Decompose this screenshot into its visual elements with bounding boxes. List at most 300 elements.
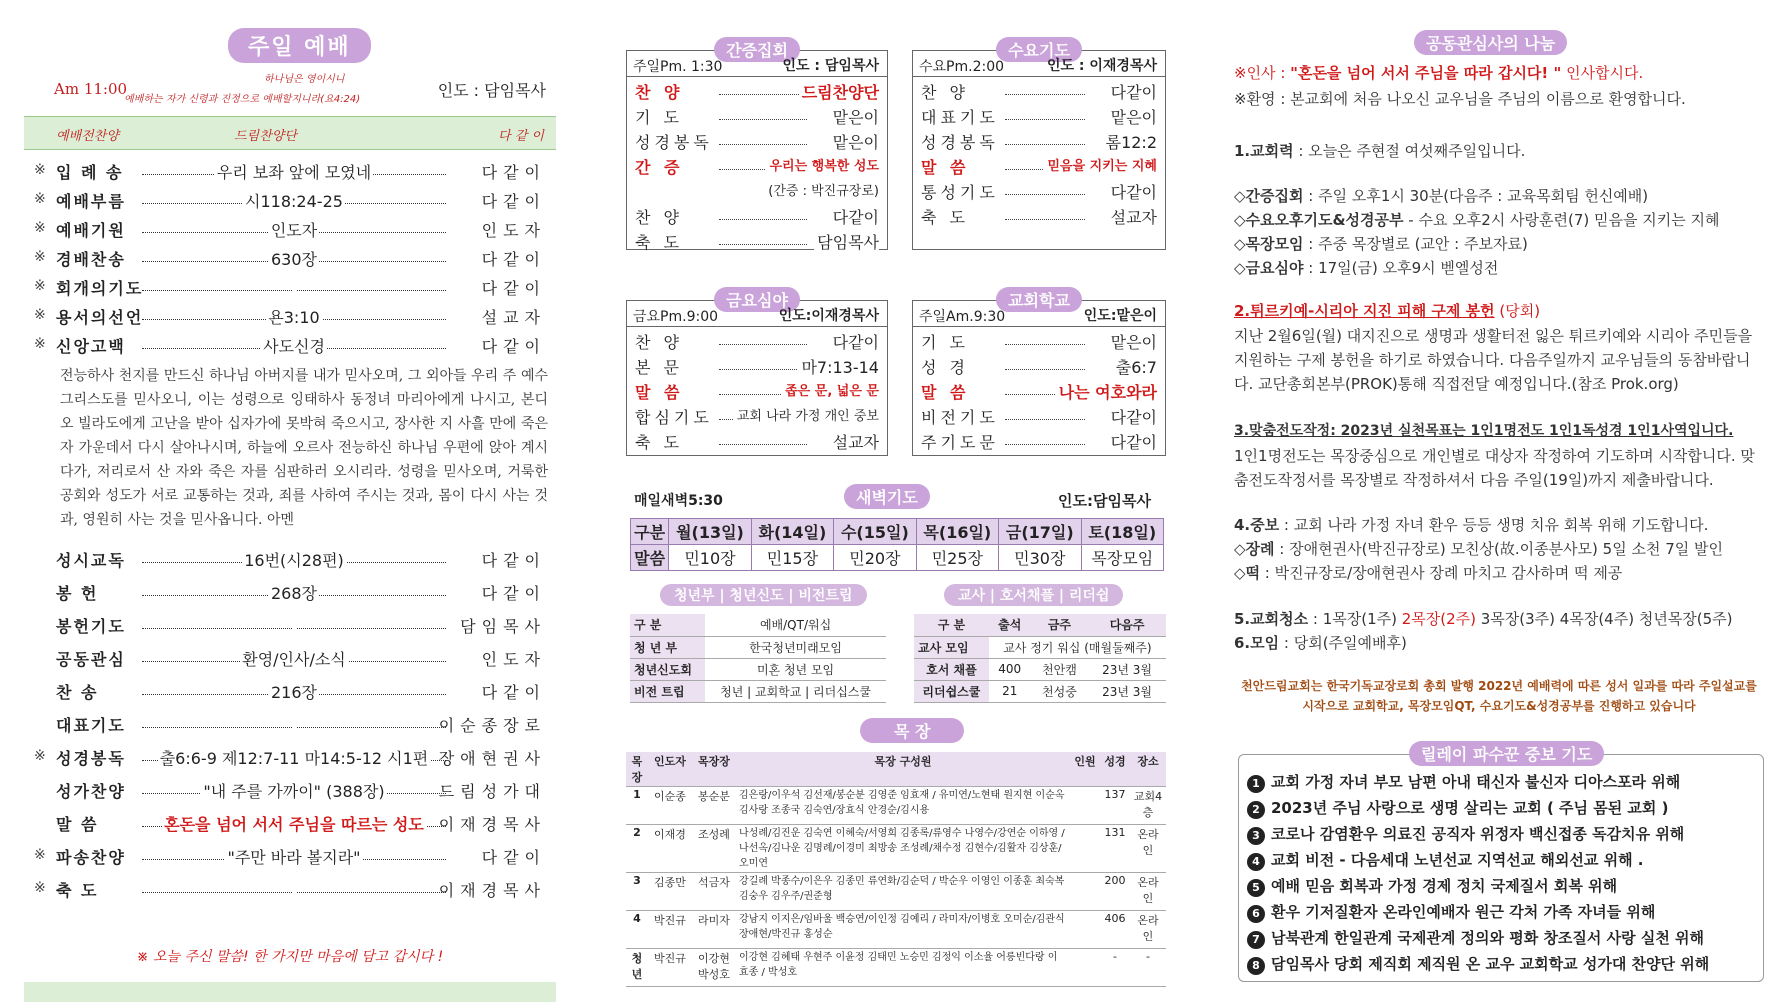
teacher-table	[914, 614, 1166, 703]
relay-item	[1247, 927, 1704, 949]
box-row-value: 다같이	[1108, 80, 1157, 103]
order-star: ※	[34, 847, 46, 863]
box-row	[913, 402, 1165, 427]
announcements-title: 공동관심사의 나눔	[1414, 30, 1567, 55]
mokjang-cell	[1070, 825, 1100, 873]
schedule-text: - 수요 오후2시 사랑훈련(7) 믿음을 지키는 지혜	[1403, 211, 1720, 229]
order-value	[142, 581, 446, 604]
order-item	[24, 187, 556, 216]
box-row-value: 맡은이	[830, 130, 879, 153]
box-row	[913, 377, 1165, 402]
box-row	[627, 377, 887, 402]
order-item	[24, 711, 556, 744]
youth-table	[630, 614, 886, 703]
order-item	[24, 777, 556, 810]
box-row-value: 설교자	[1108, 205, 1157, 228]
order-who: 다같이	[481, 250, 546, 269]
schedule-text: : 17일(금) 오후9시 벧엘성전	[1303, 259, 1499, 277]
box-row-key: 찬 양	[921, 83, 969, 102]
box-row-dots	[719, 369, 807, 370]
schedule-item	[1234, 256, 1764, 280]
box-row-dots	[1005, 419, 1085, 420]
order-name: 공동관심	[56, 650, 126, 669]
geumyo-leader: 인도:이재경목사	[778, 308, 879, 324]
item2-tag: (당회)	[1494, 302, 1541, 320]
mokjang-cell: 강남지 이지은/임바울 백승연/이인정 김예리 / 라미자/이병호 오미순/김관식 장애현/박진규 홍성순	[736, 911, 1070, 949]
order-item	[24, 612, 556, 645]
relay-number-icon: 7	[1247, 931, 1265, 949]
teacher-row	[914, 680, 1166, 702]
teacher-header-cell: 금주	[1031, 614, 1088, 636]
teacher-cell: 21	[989, 680, 1031, 702]
mokjang-row	[626, 949, 1166, 987]
box-row	[627, 102, 887, 127]
mokjang-header-cell: 목장장	[692, 752, 736, 787]
apostles-creed: 전능하사 천지를 만드신 하나님 아버지를 내가 믿사오며, 그 외아들 우리 주 예수 그리스도를 믿사오니, 이는 성령으로 잉태하사 동정녀 마리아에게 나시고, 본디오 빌라도에게 고난을 받아 십자가에 못박혀 죽으시고, 장사한 지 사흘 만에 죽은 자 가운데서 다시 살아나시며, 하늘에 오르사 전능하신 하나님 우편에 앉아 계시다가, 저리로서 산 자와 죽은 자를 심판하러 오시리라. 성령을 믿사오며, 거룩한 공회와 성도가 서로 교통하는 것과, 죄를 사하여 주시는 것과, 몸이 다시 사는 것과, 영원히 사는 것을 믿사옵니다. 아멘	[60, 368, 548, 528]
school-title: 교회학교	[996, 287, 1082, 312]
box-row-key: 본 문	[635, 358, 683, 377]
dawn-cell: 민15장	[751, 545, 833, 571]
box-row-value: 맡은이	[1108, 330, 1157, 353]
box-row-key: 축 도	[635, 433, 683, 452]
teacher-header-cell: 구 분	[914, 614, 989, 636]
box-row	[913, 152, 1165, 177]
box-row-value: 나는 여호와라	[1056, 380, 1157, 403]
relay-title: 릴레이 파수꾼 중보 기도	[1409, 741, 1604, 766]
teacher-cell: 400	[989, 658, 1031, 680]
order-value-text: 우리 보좌 앞에 모였네	[216, 163, 372, 182]
relay-text: 남북관계 한일관계 국제관계 정의와 평화 창조질서 사랑 실천 위해	[1271, 929, 1705, 947]
mokjang-row	[626, 911, 1166, 949]
order-value-text: 혼돈을 넘어 서서 주님을 따르는 성도	[164, 815, 424, 834]
dawn-cell: 말씀	[631, 545, 669, 571]
youth-row	[630, 680, 886, 702]
box-row-key: 말 씀	[921, 158, 970, 177]
mokjang-row	[626, 825, 1166, 873]
suyo-leader: 인도 : 이재경목사	[1046, 58, 1157, 74]
school-leader: 인도:맡은이	[1083, 308, 1157, 324]
order-value	[142, 680, 446, 703]
order-item	[24, 245, 556, 274]
order-name: 성시교독	[56, 551, 126, 570]
order-item	[24, 876, 556, 909]
schedule-item	[1234, 208, 1764, 232]
box-row-dots	[1005, 219, 1085, 220]
box-row-value: 마7:13-14	[798, 355, 879, 378]
box-row-value: 다같이	[1108, 180, 1157, 203]
order-who: 다같이	[481, 337, 546, 356]
order-who: 이재경목사	[438, 881, 546, 900]
mokjang-cell: 이강현 김혜태 우현주 이윤정 김태민 노승민 김정익 이소율 어릉빈다랑 이효종 / 박성호	[736, 949, 1070, 987]
teacher-cell: 23년 3월	[1088, 680, 1166, 702]
order-star: ※	[34, 191, 46, 207]
order-value-text	[292, 713, 296, 732]
order-name: 축 도	[56, 881, 99, 900]
order-item	[24, 303, 556, 332]
youth-key: 청년신도회	[630, 658, 705, 680]
worship-header	[24, 28, 556, 108]
order-value	[142, 276, 446, 295]
item6: 6.모임 : 당회(주일예배후)	[1234, 634, 1407, 652]
box-row	[913, 327, 1165, 352]
relay-number-icon: 2	[1247, 801, 1265, 819]
mokjang-cell: 200	[1100, 873, 1130, 911]
item5-title: 5.교회청소	[1234, 610, 1309, 628]
dawn-header-cell: 수(15일)	[834, 519, 916, 545]
relay-item	[1247, 849, 1643, 871]
order-who: 이재경목사	[438, 815, 546, 834]
order-star: ※	[34, 249, 46, 265]
box-row-dots	[719, 219, 807, 220]
welcome-line: ※환영 : 본교회에 처음 나오신 교우님을 주님의 이름으로 환영합니다.	[1234, 90, 1686, 108]
box-row-key: 축 도	[921, 208, 969, 227]
mokjang-cell: 137	[1100, 787, 1130, 825]
box-row-value: 다같이	[830, 205, 879, 228]
box-row-key: 통성기도	[921, 183, 999, 202]
box-row-key: 대표기도	[921, 108, 999, 127]
box-row-key: 찬 양	[635, 208, 683, 227]
teacher-cell: 리더쉽스쿨	[914, 680, 989, 702]
order-value	[142, 878, 446, 897]
box-row-key: 말 씀	[921, 383, 970, 402]
geumyo-title: 금요심야	[714, 287, 800, 312]
mokjang-table	[626, 752, 1166, 987]
mokjang-cell: 4	[626, 911, 648, 949]
dawn-header-cell: 목(16일)	[916, 519, 998, 545]
teacher-cell: 천안캠	[1031, 658, 1088, 680]
mokjang-cell: 이재경	[648, 825, 692, 873]
notice: 천안드림교회는 한국기독교장로회 총회 발행 2022년 예배력에 따른 성서 일과를 따라 주일설교를 시작으로 교회학교, 목장모임QT, 수요기도&성경공부를 진행하고 있습니다	[1241, 679, 1757, 713]
box-row-dots	[1005, 344, 1085, 345]
teacher-cell: 23년 3월	[1088, 658, 1166, 680]
item1	[1234, 140, 1764, 161]
youth-key: 청 년 부	[630, 636, 705, 658]
mokjang-header-cell: 인원	[1070, 752, 1100, 787]
order-value-text	[292, 878, 296, 897]
box-row-key: 성 경	[921, 358, 969, 377]
dawn-cell: 민25장	[916, 545, 998, 571]
order-item	[24, 843, 556, 876]
box-row-key: 기 도	[635, 108, 683, 127]
youth-row	[630, 658, 886, 680]
order-who: 드림성가대	[438, 782, 546, 801]
order-value-text: 환영/인사/소식	[242, 650, 346, 669]
mokjang-cell: 석금자	[692, 873, 736, 911]
box-row-key: 찬 양	[635, 333, 683, 352]
schedule-item	[1234, 184, 1764, 208]
order-who: 이순종장로	[438, 716, 546, 735]
schedule-item	[1234, 232, 1764, 256]
box-row	[627, 327, 887, 352]
box-row-dots	[719, 119, 807, 120]
box-row-dots	[719, 244, 807, 245]
order-name: 입 례 송	[56, 163, 124, 182]
box-row-dots	[1005, 144, 1085, 145]
dawn-cell: 민20장	[834, 545, 916, 571]
box-row	[627, 127, 887, 152]
order-name: 파송찬양	[56, 848, 126, 867]
box-row-key: 합심기도	[635, 408, 713, 427]
dawn-cell: 민30장	[999, 545, 1081, 571]
worship-footer: ※ 오늘 주신 말씀! 한 가지만 마음에 담고 갑시다 !	[136, 949, 444, 965]
order-star: ※	[34, 880, 46, 896]
order-list-2	[24, 546, 556, 909]
box-row-key: 말 씀	[635, 383, 684, 402]
relay-text: 환우 기저질환자 온라인예배자 원근 각처 가족 자녀들 위해	[1271, 903, 1656, 921]
item6-title: 6.모임	[1234, 634, 1280, 652]
mokjang-cell: 온라인	[1130, 825, 1166, 873]
box-row	[913, 352, 1165, 377]
order-name: 성경봉독	[56, 749, 126, 768]
relay-number-icon: 1	[1247, 775, 1265, 793]
relay-number-icon: 5	[1247, 879, 1265, 897]
schedule-label: ◇수요오후기도&성경공부	[1234, 211, 1404, 229]
order-value	[142, 746, 446, 769]
dawn-title: 새벽기도	[844, 484, 930, 509]
youth-value: 청년 | 교회학교 | 리더십스쿨	[705, 680, 886, 702]
box-row-value: 교회 나라 가정 개인 중보	[734, 405, 879, 424]
mokjang-cell: 3	[626, 873, 648, 911]
box-row-key: 주기도문	[921, 433, 999, 452]
order-who: 인도자	[481, 650, 546, 669]
item4	[1234, 514, 1764, 535]
mokjang-cell: 봉순분	[692, 787, 736, 825]
box-row	[913, 102, 1165, 127]
teacher-cell: 호서 채플	[914, 658, 989, 680]
box-row-key: 축 도	[635, 233, 683, 252]
order-name: 봉헌기도	[56, 617, 126, 636]
dawn-cell: 목장모임	[1081, 545, 1163, 571]
box-row-dots	[719, 144, 807, 145]
worship-time: Am 11:00	[54, 80, 128, 98]
mokjang-cell: 김종만	[648, 873, 692, 911]
relay-number-icon: 3	[1247, 827, 1265, 845]
order-value-text: 216장	[271, 683, 317, 702]
order-item	[24, 274, 556, 303]
order-value-text	[292, 614, 296, 633]
box-row-dots	[1005, 119, 1085, 120]
item1-text: : 오늘은 주현절 여섯째주일입니다.	[1293, 142, 1526, 160]
geumyo-box	[626, 291, 888, 456]
youth-row	[630, 636, 886, 658]
verse-line-2: 예배하는 자가 신령과 진정으로 예배할지니라(요4:24)	[124, 94, 361, 105]
mokjang-header-cell: 장소	[1130, 752, 1166, 787]
order-value-text: 630장	[271, 250, 317, 269]
schedule-list	[1234, 184, 1764, 280]
mokjang-cell: 강길례 박종수/이은우 김종민 류연화/김순덕 / 박순우 이영인 이종훈 최숙복 김숭우 김우주/권준형	[736, 873, 1070, 911]
order-value	[142, 548, 446, 571]
mokjang-title: 목 장	[860, 718, 964, 743]
box-row-key: 간 증	[635, 158, 684, 177]
order-value	[142, 647, 446, 670]
box-row	[627, 352, 887, 377]
item4-title: 4.중보	[1234, 516, 1280, 534]
youth-row	[630, 614, 886, 636]
order-item	[24, 579, 556, 612]
box-row-value: 맡은이	[1108, 105, 1157, 128]
teacher-cell: 천성중	[1031, 680, 1088, 702]
geumyo-time: 금요Pm.9:00	[633, 309, 719, 325]
schedule-text: : 주중 목장별로 (교안 : 주보자료)	[1303, 235, 1528, 253]
mokjang-cell: 청년	[626, 949, 648, 987]
suyo-title: 수요기도	[996, 37, 1082, 62]
relay-text: 예배 믿음 회복과 가정 경제 정치 국제질서 회복 위해	[1271, 877, 1618, 895]
box-row-dots	[1005, 444, 1085, 445]
item2-text: 지난 2월6일(월) 대지진으로 생명과 생활터전 잃은 튀르키예와 시리아 주민들을 지원하는 구제 봉헌을 하기로 하였습니다. 다음주일까지 교우님들의 동참바랍니다. 교단총회본부(PROK)통해 직접전달 예정입니다.(참조 Prok.org)	[1234, 327, 1753, 393]
dawn-leader: 인도:담임목사	[1058, 492, 1151, 510]
item2-title: 2.튀르키예-시리아 지진 피해 구제 봉헌	[1234, 302, 1495, 320]
order-item	[24, 158, 556, 187]
greeting	[1234, 62, 1764, 83]
worship-title: 주일 예배	[228, 28, 371, 63]
dawn-header-cell: 토(18일)	[1081, 519, 1163, 545]
mokjang-cell: 131	[1100, 825, 1130, 873]
schedule-label: ◇금요심야	[1234, 259, 1304, 277]
order-name: 대표기도	[56, 716, 126, 735]
box-row	[913, 127, 1165, 152]
order-value-text	[292, 276, 296, 295]
relay-item	[1247, 953, 1709, 975]
green-bar	[24, 982, 556, 1002]
mokjang-header-cell: 목장	[626, 752, 648, 787]
order-item	[24, 645, 556, 678]
mokjang-cell: 박진규	[648, 911, 692, 949]
greeting-suffix: 인사합시다.	[1561, 64, 1644, 82]
order-who: 담임목사	[460, 617, 546, 636]
order-who: 다같이	[481, 551, 546, 570]
order-value	[142, 189, 446, 212]
box-row	[913, 427, 1165, 452]
order-value	[142, 305, 446, 328]
mokjang-cell: -	[1130, 949, 1166, 987]
box-row-value: 다같이	[1108, 430, 1157, 453]
order-value	[142, 713, 446, 732]
teacher-title: 교사 | 호서채플 | 리더쉽	[944, 584, 1123, 606]
relay-number-icon: 8	[1247, 957, 1265, 975]
box-row-value: 믿음을 지키는 지혜	[1044, 155, 1157, 174]
order-value	[142, 812, 446, 835]
box-row-value: 다같이	[830, 330, 879, 353]
box-row-key: 성경봉독	[635, 133, 713, 152]
item1-title: 1.교회력	[1234, 142, 1294, 160]
order-name: 봉 헌	[56, 584, 99, 603]
box-row	[913, 77, 1165, 102]
box-row-value: 롬12:2	[1103, 130, 1157, 153]
mokjang-header-cell: 목장 구성원	[736, 752, 1070, 787]
order-name: 예배기원	[56, 221, 126, 240]
kanjung-box	[626, 41, 888, 252]
announcements-column	[1234, 0, 1764, 1002]
relay-text: 2023년 주님 사랑으로 생명 살리는 교회 ( 주님 몸된 교회 )	[1271, 799, 1669, 817]
greeting-quote: "혼돈을 넘어 서서 주님을 따라 갑시다! "	[1290, 64, 1562, 82]
order-name: 찬 송	[56, 683, 99, 702]
school-time: 주일Am.9:30	[919, 309, 1006, 325]
order-name: 경배찬송	[56, 250, 126, 269]
box-row	[627, 202, 887, 227]
order-name: 용서의선언	[56, 308, 144, 327]
relay-text: 교회 가정 자녀 부모 남편 아내 태신자 불신자 디아스포라 위해	[1271, 773, 1681, 791]
band-label: 예배전찬양	[56, 129, 119, 144]
mokjang-row	[626, 787, 1166, 825]
pre-worship-band	[24, 116, 556, 150]
relay-number-icon: 4	[1247, 853, 1265, 871]
box-row	[627, 227, 887, 252]
mokjang-cell: 1	[626, 787, 648, 825]
order-value-text: 출6:6-9 제12:7-11 마14:5-12 시1편	[159, 749, 429, 768]
box-row-value: 좁은 문, 넓은 문	[782, 380, 879, 399]
school-box	[912, 291, 1166, 456]
box-row-value: 맡은이	[830, 105, 879, 128]
mokjang-cell	[1070, 949, 1100, 987]
relay-number-icon: 6	[1247, 905, 1265, 923]
order-star: ※	[34, 220, 46, 236]
order-star: ※	[34, 278, 46, 294]
mokjang-cell	[1070, 911, 1100, 949]
box-row	[627, 152, 887, 177]
relay-item	[1247, 875, 1617, 897]
box-row	[913, 177, 1165, 202]
teacher-header-cell: 다음주	[1088, 614, 1166, 636]
order-who: 장애현권사	[438, 749, 546, 768]
mokjang-cell	[1070, 787, 1100, 825]
mokjang-cell: 이강현 박성호	[692, 949, 736, 987]
box-row-value: 설교자	[830, 430, 879, 453]
order-value-text: 사도신경	[263, 337, 325, 356]
relay-item	[1247, 901, 1655, 923]
dawn-header-cell: 구분	[631, 519, 669, 545]
relay-item	[1247, 797, 1668, 819]
teacher-cell: 교사 정기 워십 (매월둘째주)	[989, 636, 1166, 658]
box-row	[627, 402, 887, 427]
worship-order-column	[24, 0, 556, 1002]
item3-text: 1인1명전도는 목장중심으로 개인별로 대상자 작정하여 기도하며 시작합니다. 맞춤전도작정서를 목장별로 작정하셔서 다음 주일(19일)까지 제출바랍니다.	[1234, 447, 1755, 489]
mokjang-cell: 김은랑/이우석 김선재/봉순분 김영준 임효재 / 유미연/노현태 원지현 이순옥 김사랑 조종국 김숙연/장효식 안경순/김시용	[736, 787, 1070, 825]
item3-title: 3.맞춤전도작정: 2023년 실천목표는 1인1명전도 1인1독성경 1인1사역입니다.	[1234, 423, 1734, 439]
mokjang-cell: 교회4층	[1130, 787, 1166, 825]
youth-key: 비전 트립	[630, 680, 705, 702]
order-star: ※	[34, 748, 46, 764]
greeting-prefix: ※인사 :	[1234, 64, 1291, 82]
order-value	[142, 334, 446, 357]
schedule-text: : 주일 오후1시 30분(다음주 : 교육목회팀 헌신예배)	[1303, 187, 1649, 205]
order-who: 다같이	[481, 683, 546, 702]
mokjang-cell: 나성례/김진운 김숙연 이혜숙/서영희 김종록/류영수 나영수/강연순 이하영 / 나선옥/김나운 김명례/이경미 최방송 조성례/채수정 김현수/김활자 김상훈/오미연	[736, 825, 1070, 873]
dawn-table	[630, 518, 1164, 571]
relay-prayer-box	[1238, 745, 1764, 982]
order-star: ※	[34, 307, 46, 323]
order-value-text: 시118:24-25	[245, 192, 343, 211]
order-value-text: 인도자	[270, 221, 318, 240]
dawn-header-cell: 금(17일)	[999, 519, 1081, 545]
worship-leader: 인도 : 담임목사	[437, 81, 546, 100]
relay-text: 코로나 감염환우 의료진 공직자 위정자 백신접종 독감치유 위해	[1271, 825, 1685, 843]
order-list-1	[24, 158, 556, 361]
youth-value: 예배/QT/워십	[705, 614, 886, 636]
order-who: 다같이	[481, 848, 546, 867]
band-value: 드림찬양단	[234, 129, 297, 144]
box-row-value: 다같이	[1108, 405, 1157, 428]
order-name: 말 씀	[56, 815, 99, 834]
mokjang-cell: 라미자	[692, 911, 736, 949]
box-row-dots	[1005, 194, 1085, 195]
dawn-header-cell: 월(13일)	[669, 519, 751, 545]
box-row-value: 우리는 행복한 성도	[766, 155, 879, 174]
item2	[1234, 300, 1764, 321]
kanjung-title: 간증집회	[714, 37, 800, 62]
order-value-text: 16번(시28편)	[244, 551, 344, 570]
box-row	[913, 202, 1165, 227]
relay-text: 담임목사 당회 제직회 제직원 온 교우 교회학교 성가대 찬양단 위해	[1271, 955, 1710, 973]
